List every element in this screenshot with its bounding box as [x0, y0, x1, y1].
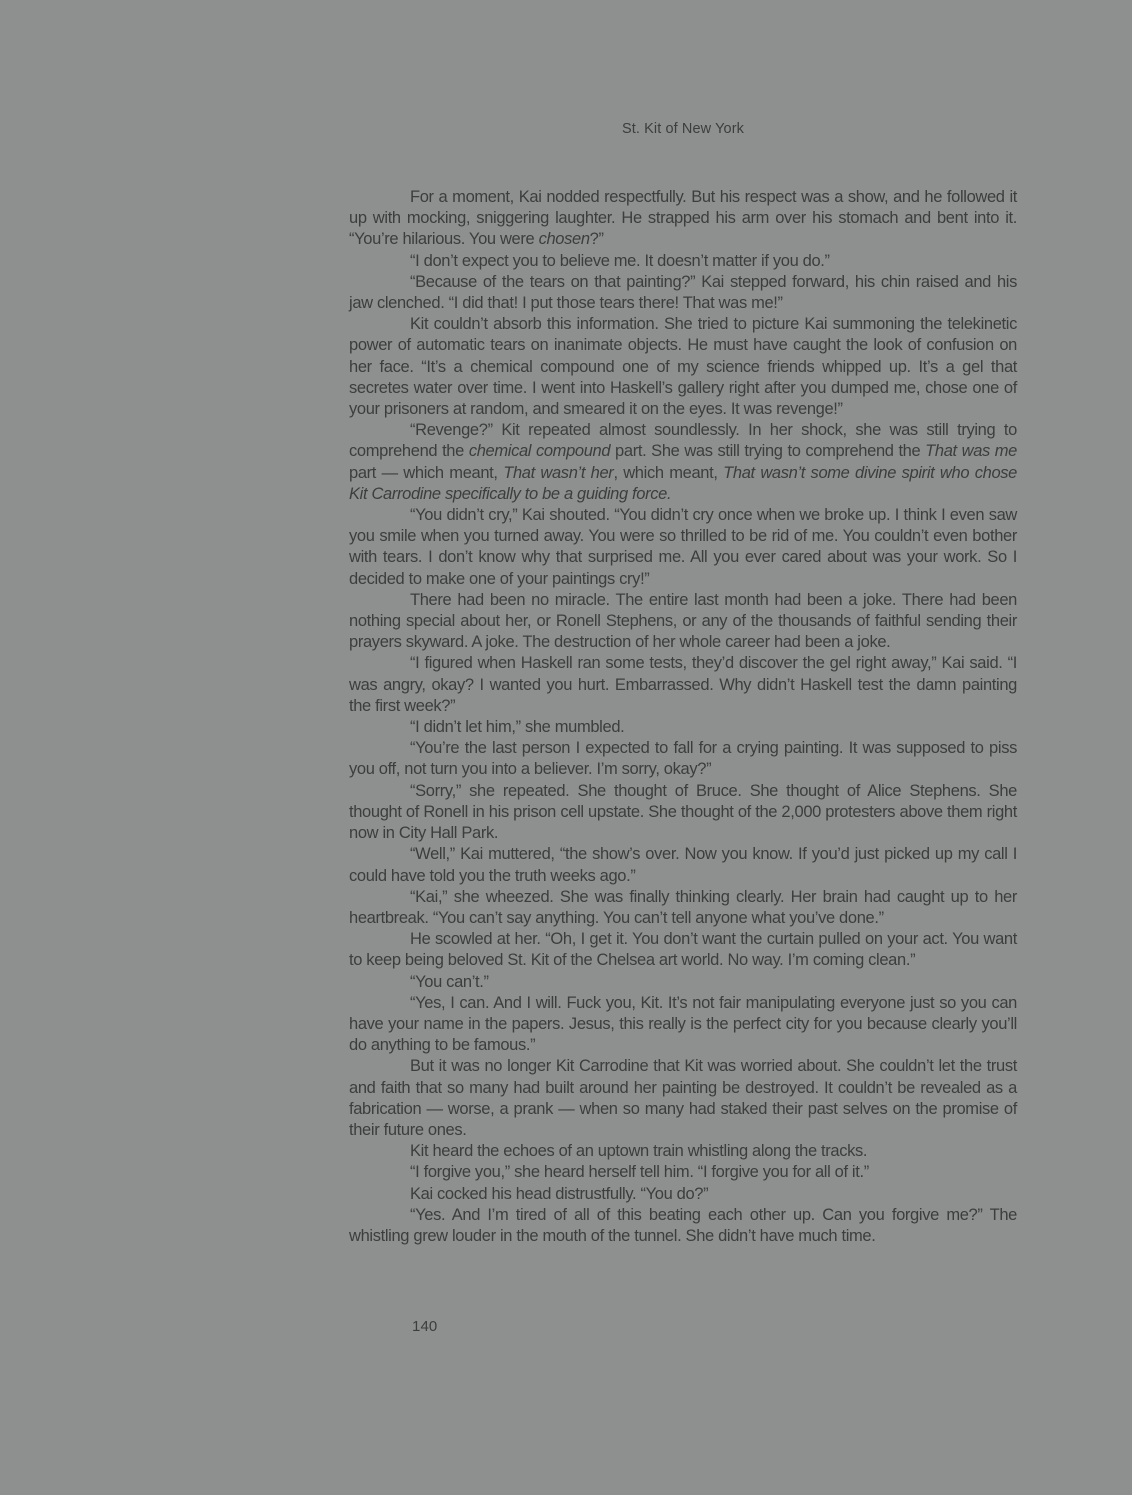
paragraph [349, 972, 1017, 993]
italic-text-segment: That wasn’t her [503, 463, 614, 482]
text-segment: “Revenge?” Kit repeated almost soundlessly. In her shock, she was still trying to comprehend the [349, 421, 1017, 461]
text-segment: “I didn’t let him,” she mumbled. [410, 718, 625, 737]
paragraph [349, 1141, 1017, 1162]
text-segment: “You’re the last person I expected to fall for a crying painting. It was supposed to piss you off, not turn you into a believer. I’m sorry, okay?” [349, 739, 1017, 779]
text-segment: “Yes. And I’m tired of all of this beating each other up. Can you forgive me?” The whistling grew louder in the mouth of the tunnel. She didn’t have much time. [349, 1205, 1017, 1245]
paragraph [349, 929, 1017, 971]
paragraph [349, 590, 1017, 654]
paragraph [349, 1184, 1017, 1205]
text-segment: Kit heard the echoes of an uptown train whistling along the tracks. [410, 1142, 868, 1161]
paragraph [349, 420, 1017, 505]
paragraph [349, 1205, 1017, 1247]
text-segment: Kai cocked his head distrustfully. “You do?” [410, 1184, 709, 1203]
paragraph [349, 887, 1017, 929]
italic-text-segment: chemical compound [468, 442, 611, 461]
running-header: St. Kit of New York [622, 121, 744, 137]
page-number: 140 [412, 1318, 438, 1335]
paragraph [349, 993, 1017, 1057]
paragraph [349, 505, 1017, 590]
text-segment: “Sorry,” she repeated. She thought of Bruce. She thought of Alice Stephens. She thought of Ronell in his prison cell upstate. She thought of the 2,000 protesters above them right now in City Hall Park. [349, 781, 1017, 843]
text-segment: “You can’t.” [410, 972, 489, 991]
text-segment: part — which meant, [349, 463, 504, 482]
italic-text-segment: chosen [538, 230, 590, 249]
text-segment: “Kai,” she wheezed. She was finally thinking clearly. Her brain had caught up to her heartbreak. “You can’t say anything. You can’t tell anyone what you’ve done.” [349, 887, 1017, 927]
text-segment: , which meant, [613, 463, 724, 482]
paragraph [349, 251, 1017, 272]
paragraph [349, 1162, 1017, 1183]
text-segment: He scowled at her. “Oh, I get it. You don’t want the curtain pulled on your act. You want to keep being beloved St. Kit of the Chelsea art world. No way. I’m coming clean.” [349, 930, 1017, 970]
paragraph [349, 844, 1017, 886]
text-segment: “I forgive you,” she heard herself tell him. “I forgive you for all of it.” [410, 1163, 869, 1182]
paragraph [349, 717, 1017, 738]
paragraph [349, 1056, 1017, 1141]
text-segment: For a moment, Kai nodded respectfully. But his respect was a show, and he followed it up with mocking, sniggering laughter. He strapped his arm over his stomach and bent into it. “You’re hilarious. You were [349, 188, 1017, 249]
text-segment: “You didn’t cry,” Kai shouted. “You didn’t cry once when we broke up. I think I even saw you smile when you turned away. You were so thrilled to be rid of me. You couldn’t even bother with tears. I don’t know why that surprised me. All you ever cared about was your work. So I decided to make one of your paintings cry!” [349, 506, 1017, 588]
text-segment: Kit couldn’t absorb this information. She tried to picture Kai summoning the telekinetic power of automatic tears on inanimate objects. He must have caught the look of confusion on her face. “It’s a chemical compound one of my science friends whipped up. It’s a gel that secretes water over time. I went into Haskell’s gallery right after you dumped me, chose one of your prisoners at random, and smeared it on the eyes. It was revenge!” [349, 315, 1017, 419]
paragraph [349, 653, 1017, 717]
paragraph [349, 781, 1017, 845]
text-segment: There had been no miracle. The entire last month had been a joke. There had been nothing special about her, or Ronell Stephens, or any of the thousands of faithful sending their prayers skyward. A joke. The destruction of her whole career had been a joke. [349, 590, 1017, 652]
paragraph [349, 272, 1017, 314]
text-segment: “I don’t expect you to believe me. It doesn’t matter if you do.” [410, 251, 830, 270]
italic-text-segment: That was me [925, 442, 1017, 461]
text-segment: “Yes, I can. And I will. Fuck you, Kit. It’s not fair manipulating everyone just so you can have your name in the papers. Jesus, this really is the perfect city for you because clearly you’ll do anything to be famous.” [349, 993, 1017, 1055]
italic-text-segment: That wasn’t some divine spirit who chose Kit Carrodine specifically to be a guiding force. [349, 463, 1017, 503]
text-segment: “Well,” Kai muttered, “the show’s over. Now you know. If you’d just picked up my call I could have told you the truth weeks ago.” [349, 845, 1017, 885]
text-segment: ?” [589, 230, 604, 249]
body-text [349, 187, 1017, 1247]
text-segment: “I figured when Haskell ran some tests, they’d discover the gel right away,” Kai said. “I was angry, okay? I wanted you hurt. Embarrassed. Why didn’t Haskell test the damn painting the first week?” [349, 654, 1017, 715]
paragraph [349, 314, 1017, 420]
text-segment: But it was no longer Kit Carrodine that Kit was worried about. She couldn’t let the trust and faith that so many had built around her painting be destroyed. It couldn’t be revealed as a fabrication — worse, a prank — when so many had staked their past selves on the promise of their future ones. [349, 1057, 1017, 1139]
paragraph [349, 187, 1017, 251]
text-segment: “Because of the tears on that painting?” Kai stepped forward, his chin raised and his jaw clenched. “I did that! I put those tears there! That was me!” [349, 272, 1017, 313]
paragraph [349, 738, 1017, 780]
text-segment: part. She was still trying to comprehend the [610, 442, 926, 461]
